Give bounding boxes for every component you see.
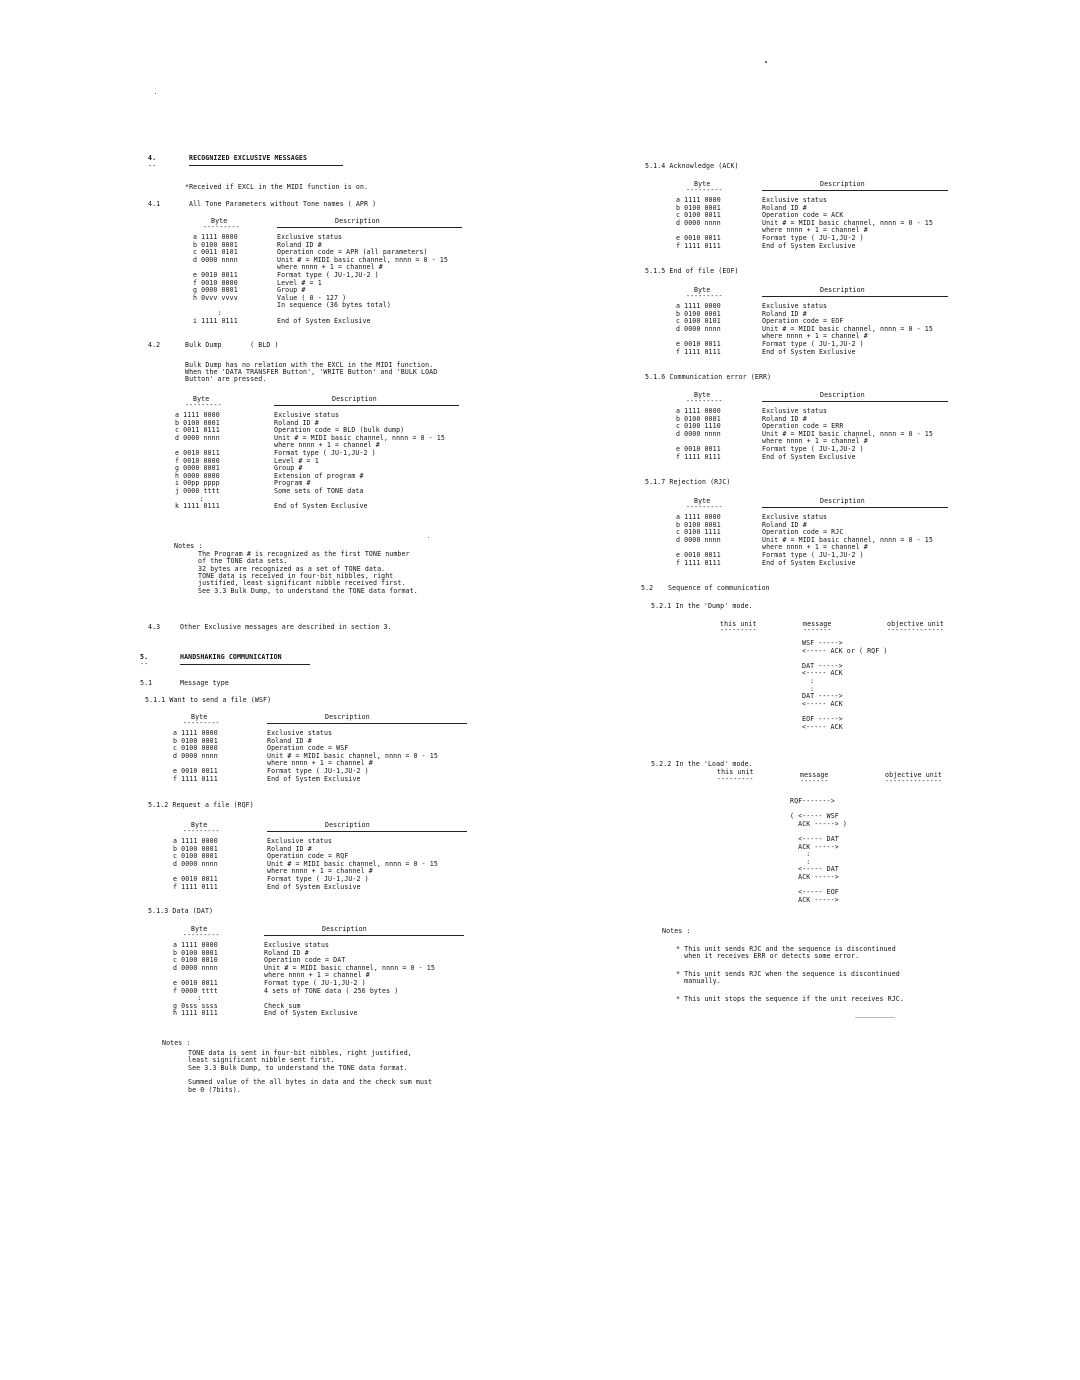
byte-description: Format type ( JU-1,JU-2 ) xyxy=(267,875,369,883)
byte-description: End of System Exclusive xyxy=(264,1009,358,1018)
byte-description: End of System Exclusive xyxy=(267,882,361,891)
load-sequence-line: ACK -----> ) xyxy=(790,819,847,828)
byte-value: a 1111 0000 xyxy=(676,407,721,415)
byte-value: c 0100 0101 xyxy=(676,317,721,326)
description-column-header: Description xyxy=(335,217,380,225)
bld-note-line: 32 bytes are recognized as a set of TONE data. xyxy=(198,564,386,573)
load-sequence-line: RQF-------> xyxy=(790,797,835,805)
bld-paragraph-line: Bulk Dump has no relation with the EXCL in the MIDI function. xyxy=(185,361,434,369)
description-column-underline xyxy=(762,296,948,297)
byte-value: e 0010 0011 xyxy=(175,449,220,457)
section-5-1-number: 5.1 xyxy=(140,679,153,687)
byte-column-header: Byte xyxy=(191,925,208,933)
byte-description: Exclusive status xyxy=(277,233,343,241)
byte-value: i 00pp pppp xyxy=(175,479,220,488)
section-4-title-underline xyxy=(189,165,343,166)
byte-value: i 1111 0111 xyxy=(193,316,238,325)
byte-value: d 0000 nnnn xyxy=(175,433,220,442)
dump-sequence-line: <----- ACK xyxy=(802,669,843,678)
section-5-2-2-title: 5.2.2 In the 'Load' mode. xyxy=(651,760,753,768)
byte-value: f 0010 0000 xyxy=(193,278,238,287)
byte-value: e 0010 0011 xyxy=(676,234,721,242)
received-note: *Received if EXCL in the MIDI function is on. xyxy=(185,183,369,191)
byte-value: a 1111 0000 xyxy=(676,196,721,204)
byte-description: Format type ( JU-1,JU-2 ) xyxy=(762,445,864,453)
bld-note-line: The Program # is recognized as the first TONE number xyxy=(198,550,410,558)
byte-column-header: Byte xyxy=(694,286,711,294)
description-column-header: Description xyxy=(325,821,370,829)
load-sequence-line: ACK -----> xyxy=(790,895,839,904)
right-note-line: when it receives ERR or detects some error. xyxy=(676,952,860,961)
byte-description: Roland ID # xyxy=(267,844,312,853)
section-5-2-1-title: 5.2.1 In the 'Dump' mode. xyxy=(651,602,753,610)
byte-value: f 1111 0111 xyxy=(173,882,218,891)
byte-value: b 0100 0001 xyxy=(175,418,220,427)
byte-description: Roland ID # xyxy=(762,520,807,529)
byte-value: d 0000 nnnn xyxy=(676,218,721,227)
description-column-header: Description xyxy=(820,286,865,294)
byte-value: b 0100 0001 xyxy=(676,520,721,529)
byte-value: b 0100 0001 xyxy=(173,736,218,745)
load-sequence-line: <----- DAT xyxy=(790,865,839,874)
byte-description: where nnnn + 1 = channel # xyxy=(274,441,380,450)
dump-sequence-line: WSF -----> xyxy=(802,639,843,647)
byte-value: h 0000 0000 xyxy=(175,471,220,480)
byte-value: f 1111 0111 xyxy=(676,241,721,250)
byte-description: Roland ID # xyxy=(267,736,312,745)
byte-column-underline: --------- xyxy=(686,503,723,511)
section-5-1-3-title: 5.1.3 Data (DAT) xyxy=(148,907,214,915)
description-column-header: Description xyxy=(820,180,865,188)
byte-description: Unit # = MIDI basic channel, nnnn = 0 - 15 xyxy=(762,429,933,438)
section-4-title: RECOGNIZED EXCLUSIVE MESSAGES xyxy=(189,154,308,162)
byte-column-header: Byte xyxy=(694,180,711,188)
byte-description: Level # = 1 xyxy=(274,456,319,465)
byte-description: Unit # = MIDI basic channel, nnnn = 0 - 15 xyxy=(762,324,933,333)
byte-value: d 0000 nnnn xyxy=(676,324,721,333)
byte-description: Value ( 0 - 127 ) xyxy=(277,293,347,302)
byte-value: : xyxy=(193,309,222,317)
description-column-underline xyxy=(264,935,464,936)
byte-value: d 0000 nnnn xyxy=(676,535,721,544)
byte-value: f 1111 0111 xyxy=(676,452,721,461)
byte-description: Program # xyxy=(274,479,311,488)
byte-value: k 1111 0111 xyxy=(175,502,220,511)
byte-value: a 1111 0000 xyxy=(193,233,238,241)
description-column-header: Description xyxy=(325,713,370,721)
description-column-underline xyxy=(267,831,467,832)
right-note-line: manually. xyxy=(676,977,721,986)
load-header-message: message xyxy=(800,771,829,779)
dump-sequence-line: <----- ACK xyxy=(802,722,843,731)
byte-value: a 1111 0000 xyxy=(676,513,721,521)
byte-value: f 1111 0111 xyxy=(676,558,721,567)
byte-column-underline: --------- xyxy=(203,223,240,231)
description-column-underline xyxy=(274,405,459,406)
byte-description: End of System Exclusive xyxy=(762,241,856,250)
byte-value: g 0000 0001 xyxy=(193,286,238,295)
byte-description: where nnnn + 1 = channel # xyxy=(277,263,383,272)
section-4-2-number: 4.2 xyxy=(148,341,161,349)
byte-description: Operation code = RQF xyxy=(267,852,349,861)
byte-value: b 0100 0001 xyxy=(173,948,218,957)
description-column-underline xyxy=(267,723,467,724)
section-4-2-title: Bulk Dump ( BLD ) xyxy=(185,341,279,349)
byte-description: Exclusive status xyxy=(762,196,828,204)
dump-header-this-unit: this unit xyxy=(720,620,757,628)
byte-value: a 1111 0000 xyxy=(173,729,218,737)
dump-sequence-line: <----- ACK or ( RQF ) xyxy=(802,646,888,655)
dat-notes-header: Notes : xyxy=(162,1039,191,1047)
load-header-message-underline: ------- xyxy=(800,777,829,785)
scan-speck xyxy=(428,537,429,538)
dump-sequence-line: : xyxy=(802,677,815,685)
dump-header-objective-unit: objective unit xyxy=(887,620,944,628)
byte-value: f 0010 0000 xyxy=(175,456,220,465)
description-column-underline xyxy=(277,227,462,228)
load-sequence-line: ACK -----> xyxy=(790,842,839,851)
dat-note-line: be 0 (7bits). xyxy=(188,1085,241,1094)
section-5-1-7-title: 5.1.7 Rejection (RJC) xyxy=(645,478,731,486)
byte-value: e 0010 0011 xyxy=(173,767,218,775)
byte-description: where nnnn + 1 = channel # xyxy=(264,971,370,980)
byte-description: Group # xyxy=(274,464,303,473)
load-sequence-line: ( <----- WSF xyxy=(790,812,839,821)
description-column-header: Description xyxy=(332,395,377,403)
byte-column-underline: --------- xyxy=(185,401,222,409)
byte-value: c 0011 0101 xyxy=(193,248,238,257)
byte-description: Operation code = DAT xyxy=(264,956,346,965)
section-5-1-4-title: 5.1.4 Acknowledge (ACK) xyxy=(645,162,739,170)
byte-value: c 0011 0111 xyxy=(175,426,220,435)
byte-column-underline: --------- xyxy=(183,931,220,939)
byte-value: c 0100 0010 xyxy=(173,956,218,965)
dat-note-line: Summed value of the all bytes in data and the check sum must xyxy=(188,1078,433,1087)
byte-column-underline: --------- xyxy=(183,719,220,727)
byte-description: Exclusive status xyxy=(762,407,828,415)
byte-value: b 0100 0001 xyxy=(193,240,238,249)
right-note-line: * This unit stops the sequence if the unit receives RJC. xyxy=(676,995,904,1003)
byte-description: where nnnn + 1 = channel # xyxy=(762,543,868,552)
byte-description: where nnnn + 1 = channel # xyxy=(267,759,373,768)
load-header-this-unit-underline: --------- xyxy=(717,775,754,783)
byte-value: f 1111 0111 xyxy=(676,347,721,356)
bld-note-line: of the TONE data sets. xyxy=(198,557,288,566)
section-5-title-underline xyxy=(180,664,310,665)
bld-notes-header: Notes : xyxy=(174,542,203,550)
byte-column-underline: --------- xyxy=(686,397,723,405)
byte-description: Roland ID # xyxy=(762,203,807,212)
byte-description: Format type ( JU-1,JU-2 ) xyxy=(762,234,864,242)
bld-paragraph-line: Button' are pressed. xyxy=(185,375,267,383)
byte-value: e 0010 0011 xyxy=(676,340,721,348)
scan-speck xyxy=(765,61,767,63)
byte-value: b 0100 0001 xyxy=(676,414,721,423)
dump-header-objective-unit-underline: -------------- xyxy=(887,626,944,634)
section-5-1-2-title: 5.1.2 Request a file (RQF) xyxy=(148,801,254,809)
load-header-this-unit: this unit xyxy=(717,768,754,776)
byte-column-underline: --------- xyxy=(686,186,723,194)
byte-description: Exclusive status xyxy=(267,729,333,737)
byte-description: Exclusive status xyxy=(267,837,333,845)
byte-description: Format type ( JU-1,JU-2 ) xyxy=(762,551,864,559)
byte-value: h 1111 0111 xyxy=(173,1009,218,1018)
dump-sequence-line: <----- ACK xyxy=(802,699,843,708)
byte-description: Format type ( JU-1,JU-2 ) xyxy=(274,449,376,457)
byte-value: g 0sss ssss xyxy=(173,1001,218,1010)
byte-value: d 0000 nnnn xyxy=(173,963,218,972)
byte-value: j 0000 tttt xyxy=(175,487,220,495)
byte-description: End of System Exclusive xyxy=(762,558,856,567)
section-5-1-title: Message type xyxy=(180,679,229,687)
byte-value: b 0100 0001 xyxy=(676,309,721,318)
section-4-number: 4. xyxy=(148,154,157,162)
byte-description: Format type ( JU-1,JU-2 ) xyxy=(277,271,379,279)
dump-header-message-underline: ------- xyxy=(803,626,832,634)
byte-description: Format type ( JU-1,JU-2 ) xyxy=(264,979,366,987)
byte-value: e 0010 0011 xyxy=(193,271,238,279)
byte-description: Exclusive status xyxy=(762,513,828,521)
byte-description: End of System Exclusive xyxy=(274,502,368,511)
load-sequence-line: <----- EOF xyxy=(790,888,839,897)
byte-column-header: Byte xyxy=(694,497,711,505)
byte-description: where nnnn + 1 = channel # xyxy=(762,437,868,446)
section-5-1-1-title: 5.1.1 Want to send a file (WSF) xyxy=(145,696,272,704)
byte-description: End of System Exclusive xyxy=(762,347,856,356)
description-column-header: Description xyxy=(820,391,865,399)
byte-description: Extension of program # xyxy=(274,471,364,480)
byte-description: Operation code = ERR xyxy=(762,422,844,431)
byte-description: where nnnn + 1 = channel # xyxy=(762,226,868,235)
byte-value: b 0100 0001 xyxy=(676,203,721,212)
byte-value: e 0010 0011 xyxy=(173,875,218,883)
byte-description: Check sum xyxy=(264,1001,301,1010)
byte-description: Unit # = MIDI basic channel, nnnn = 0 - 15 xyxy=(762,535,933,544)
byte-value: c 0100 0011 xyxy=(676,211,721,220)
byte-column-header: Byte xyxy=(193,395,210,403)
section-5-title: HANDSHAKING COMMUNICATION xyxy=(180,653,282,661)
byte-value: c 0100 1111 xyxy=(676,528,721,537)
dat-note-line: least significant nibble sent first. xyxy=(188,1056,335,1065)
byte-description: Exclusive status xyxy=(264,941,330,949)
byte-description: Exclusive status xyxy=(274,411,340,419)
byte-column-underline: --------- xyxy=(183,827,220,835)
byte-value: e 0010 0011 xyxy=(676,551,721,559)
load-sequence-line: <----- DAT xyxy=(790,835,839,843)
byte-description: Roland ID # xyxy=(277,240,322,249)
byte-description: Format type ( JU-1,JU-2 ) xyxy=(762,340,864,348)
byte-value: e 0010 0011 xyxy=(676,445,721,453)
byte-value: a 1111 0000 xyxy=(676,302,721,310)
byte-column-header: Byte xyxy=(211,217,228,225)
byte-value: h 0vvv vvvv xyxy=(193,293,238,302)
byte-description: Roland ID # xyxy=(264,948,309,957)
dat-note-line: TONE data is sent in four-bit nibbles, right justified, xyxy=(188,1049,412,1057)
byte-value: a 1111 0000 xyxy=(175,411,220,419)
section-5-number-underline: -- xyxy=(140,660,149,668)
byte-description: Roland ID # xyxy=(274,418,319,427)
section-4-number-underline: -- xyxy=(148,162,157,170)
section-4-1-number: 4.1 xyxy=(148,200,161,208)
description-column-header: Description xyxy=(820,497,865,505)
byte-description: Unit # = MIDI basic channel, nnnn = 0 - 15 xyxy=(762,218,933,227)
dump-sequence-line: : xyxy=(802,684,815,693)
byte-column-header: Byte xyxy=(191,821,208,829)
byte-description: End of System Exclusive xyxy=(277,316,371,325)
dump-header-message: message xyxy=(803,620,832,628)
byte-column-header: Byte xyxy=(191,713,208,721)
right-notes-header: Notes : xyxy=(662,927,691,935)
byte-value: : xyxy=(173,994,202,1003)
byte-description: Roland ID # xyxy=(762,414,807,423)
byte-column-underline: --------- xyxy=(686,292,723,300)
byte-value: : xyxy=(175,494,204,503)
load-sequence-line: : xyxy=(790,857,811,866)
byte-column-header: Byte xyxy=(694,391,711,399)
byte-description: Operation code = BLD (bulk dump) xyxy=(274,426,405,435)
section-5-1-6-title: 5.1.6 Communication error (ERR) xyxy=(645,373,772,381)
byte-description: Group # xyxy=(277,286,306,295)
byte-description: Unit # = MIDI basic channel, nnnn = 0 - 15 xyxy=(267,751,438,760)
byte-value: f 1111 0111 xyxy=(173,774,218,783)
right-note-line: * This unit sends RJC and the sequence is discontinued xyxy=(676,945,896,953)
section-5-2-number: 5.2 xyxy=(641,584,654,592)
end-rule xyxy=(855,1017,895,1018)
dump-header-this-unit-underline: --------- xyxy=(720,626,757,634)
byte-description: Operation code = WSF xyxy=(267,744,349,753)
byte-description: Some sets of TONE data xyxy=(274,487,364,495)
byte-description: Roland ID # xyxy=(762,309,807,318)
section-4-1-title: All Tone Parameters without Tone names ( APR ) xyxy=(189,200,377,208)
byte-description: Operation code = EOF xyxy=(762,317,844,326)
byte-description: 4 sets of TONE data ( 256 bytes ) xyxy=(264,986,399,995)
bld-paragraph-line: When the 'DATA TRANSFER Button', 'WRITE Button' and 'BULK LOAD xyxy=(185,368,438,376)
byte-value: f 0000 tttt xyxy=(173,986,218,995)
byte-description: Level # = 1 xyxy=(277,278,322,287)
load-header-objective-unit: objective unit xyxy=(885,771,942,779)
byte-description: End of System Exclusive xyxy=(267,774,361,783)
byte-description: where nnnn + 1 = channel # xyxy=(267,867,373,876)
byte-value: e 0010 0011 xyxy=(173,979,218,987)
byte-value: c 0100 0001 xyxy=(173,852,218,861)
dump-sequence-line: EOF -----> xyxy=(802,715,843,723)
byte-description: Operation code = APR (all parameters) xyxy=(277,248,428,257)
byte-description: where nnnn + 1 = channel # xyxy=(762,332,868,341)
byte-value: a 1111 0000 xyxy=(173,941,218,949)
bld-note-line: TONE data is received in four-bit nibbles, right xyxy=(198,571,394,580)
scan-speck xyxy=(155,93,156,94)
section-5-2-title: Sequence of communication xyxy=(668,584,770,592)
load-header-objective-unit-underline: -------------- xyxy=(885,777,942,785)
byte-description: In sequence (36 bytes total) xyxy=(277,301,391,310)
byte-value: d 0000 nnnn xyxy=(193,255,238,264)
byte-description: Operation code = RJC xyxy=(762,528,844,537)
dump-sequence-line: DAT -----> xyxy=(802,692,843,701)
byte-description: End of System Exclusive xyxy=(762,452,856,461)
byte-description: Format type ( JU-1,JU-2 ) xyxy=(267,767,369,775)
byte-value: a 1111 0000 xyxy=(173,837,218,845)
section-5-number: 5. xyxy=(140,653,149,661)
description-column-underline xyxy=(762,190,948,191)
load-sequence-line: ACK -----> xyxy=(790,873,839,881)
byte-value: d 0000 nnnn xyxy=(676,429,721,438)
dump-sequence-line: DAT -----> xyxy=(802,661,843,670)
description-column-header: Description xyxy=(322,925,367,933)
description-column-underline xyxy=(762,507,948,508)
byte-description: Exclusive status xyxy=(762,302,828,310)
byte-value: b 0100 0001 xyxy=(173,844,218,853)
section-4-3-text: Other Exclusive messages are described in section 3. xyxy=(180,623,392,631)
bld-note-line: See 3.3 Bulk Dump, to understand the TONE data format. xyxy=(198,586,418,595)
dat-note-line: See 3.3 Bulk Dump, to understand the TONE data format. xyxy=(188,1063,408,1072)
right-note-line: * This unit sends RJC when the sequence is discontinued xyxy=(676,970,900,978)
section-4-3-number: 4.3 xyxy=(148,623,161,631)
byte-value: c 0100 0000 xyxy=(173,744,218,753)
description-column-underline xyxy=(762,401,948,402)
byte-value: c 0100 1110 xyxy=(676,422,721,431)
byte-description: Unit # = MIDI basic channel, nnnn = 0 - 15 xyxy=(277,255,448,264)
byte-description: Unit # = MIDI basic channel, nnnn = 0 - 15 xyxy=(267,859,438,868)
load-sequence-line: : xyxy=(790,850,811,859)
byte-description: Unit # = MIDI basic channel, nnnn = 0 - 15 xyxy=(274,433,445,442)
byte-description: Operation code = ACK xyxy=(762,211,844,220)
bld-note-line: justified, least significant nibble received first. xyxy=(198,579,406,588)
byte-value: d 0000 nnnn xyxy=(173,751,218,760)
section-5-1-5-title: 5.1.5 End of file (EOF) xyxy=(645,267,739,275)
byte-description: Unit # = MIDI basic channel, nnnn = 0 - 15 xyxy=(264,963,435,972)
byte-value: g 0000 0001 xyxy=(175,464,220,473)
byte-value: d 0000 nnnn xyxy=(173,859,218,868)
